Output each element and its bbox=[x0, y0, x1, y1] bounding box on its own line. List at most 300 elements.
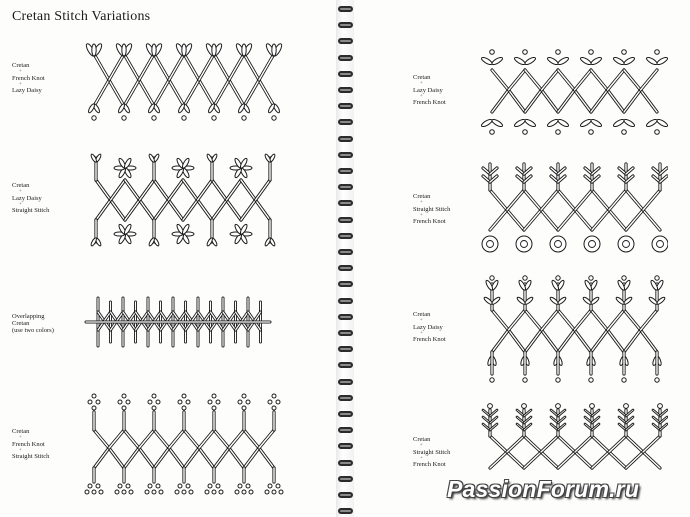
thread bbox=[184, 430, 199, 448]
french-knot bbox=[152, 394, 156, 398]
thread bbox=[542, 70, 559, 90]
thread bbox=[169, 448, 184, 468]
french-knot bbox=[156, 400, 160, 404]
lazy-daisy-petal bbox=[524, 56, 537, 66]
french-knot bbox=[488, 404, 493, 409]
thread bbox=[111, 180, 126, 200]
thread bbox=[259, 430, 274, 448]
french-knot bbox=[118, 400, 122, 404]
thread bbox=[124, 54, 139, 80]
french-knot bbox=[652, 236, 668, 252]
thread bbox=[244, 430, 259, 448]
sample-label-left-1: Cretan + French Knot + Lazy Daisy bbox=[12, 62, 45, 95]
thread bbox=[125, 180, 140, 200]
french-knot bbox=[212, 116, 216, 120]
french-knot bbox=[589, 276, 593, 280]
thread bbox=[199, 54, 214, 80]
lazy-daisy-petal bbox=[646, 56, 659, 66]
thread bbox=[575, 436, 592, 452]
spiral-coil bbox=[338, 298, 353, 304]
french-knot bbox=[590, 404, 595, 409]
spiral-coil bbox=[338, 249, 353, 255]
page-title: Cretan Stitch Variations bbox=[12, 9, 151, 24]
french-knot bbox=[216, 484, 220, 488]
thread bbox=[154, 448, 169, 468]
lazy-daisy-petal bbox=[557, 118, 570, 128]
french-knot bbox=[189, 490, 193, 494]
sample-label-right-4: Cretan + Straight Stitch + French Knot bbox=[413, 436, 451, 469]
thread bbox=[626, 190, 643, 210]
thread bbox=[492, 90, 509, 112]
stitch-illustration-right-1 bbox=[478, 40, 668, 144]
sample-label-right-3: Cretan + Lazy Daisy + French Knot bbox=[413, 311, 446, 344]
spiral-coil bbox=[338, 22, 353, 28]
french-knot bbox=[268, 400, 272, 404]
thread bbox=[96, 180, 111, 200]
lazy-daisy-petal bbox=[613, 118, 626, 128]
spiral-coil bbox=[338, 395, 353, 401]
spiral-coil bbox=[338, 265, 353, 271]
spiral-coil bbox=[338, 411, 353, 417]
thread bbox=[507, 452, 524, 468]
french-knot bbox=[92, 116, 96, 120]
watermark: PassionForum.ru bbox=[447, 476, 640, 502]
french-knot bbox=[272, 116, 276, 120]
thread bbox=[169, 200, 184, 220]
french-knot bbox=[624, 404, 629, 409]
french-knot bbox=[246, 484, 250, 488]
thread bbox=[184, 54, 199, 80]
french-knot bbox=[622, 50, 627, 55]
thread bbox=[227, 200, 242, 220]
thread bbox=[139, 80, 154, 106]
french-knot bbox=[92, 406, 96, 410]
french-knot bbox=[88, 484, 92, 488]
lazy-daisy-petal bbox=[92, 44, 96, 56]
french-knot bbox=[523, 130, 528, 135]
french-knot bbox=[242, 394, 246, 398]
thread bbox=[124, 448, 139, 468]
spiral-coil bbox=[338, 184, 353, 190]
thread bbox=[626, 210, 643, 230]
french-knot bbox=[178, 400, 182, 404]
lazy-daisy-petal bbox=[646, 118, 659, 128]
french-knot bbox=[182, 490, 186, 494]
lazy-daisy-petal bbox=[514, 56, 527, 66]
thread bbox=[592, 436, 609, 452]
thread bbox=[490, 210, 507, 230]
thread bbox=[125, 200, 140, 220]
french-knot bbox=[272, 406, 276, 410]
french-knot bbox=[655, 276, 659, 280]
thread bbox=[109, 448, 124, 468]
french-knot bbox=[212, 394, 216, 398]
lazy-daisy-petal bbox=[212, 44, 216, 56]
spiral-coil bbox=[338, 136, 353, 142]
thread bbox=[524, 210, 541, 230]
thread bbox=[558, 210, 575, 230]
thread bbox=[169, 80, 184, 106]
spiral-coil bbox=[338, 119, 353, 125]
french-knot bbox=[242, 406, 246, 410]
thread bbox=[542, 310, 559, 330]
lazy-daisy-petal bbox=[623, 56, 636, 66]
thread bbox=[558, 330, 575, 352]
thread bbox=[509, 90, 526, 112]
spiral-coil bbox=[338, 200, 353, 206]
thread bbox=[199, 80, 214, 106]
thread bbox=[541, 452, 558, 468]
french-knot bbox=[186, 400, 190, 404]
thread bbox=[199, 430, 214, 448]
thread bbox=[154, 180, 169, 200]
french-knot bbox=[622, 130, 627, 135]
french-knot bbox=[96, 484, 100, 488]
spiral-coil bbox=[338, 55, 353, 61]
thread bbox=[244, 80, 259, 106]
thread bbox=[609, 436, 626, 452]
spiral-coil bbox=[338, 314, 353, 320]
thread bbox=[608, 70, 625, 90]
french-knot bbox=[186, 484, 190, 488]
french-knot bbox=[156, 484, 160, 488]
thread bbox=[558, 310, 575, 330]
french-knot bbox=[92, 490, 96, 494]
french-knot bbox=[238, 400, 242, 404]
french-knot bbox=[208, 400, 212, 404]
thread bbox=[609, 190, 626, 210]
sample-label-right-1: Cretan + Lazy Daisy + French Knot bbox=[413, 74, 446, 107]
sample-label-left-3: Overlapping Cretan (use two colors) bbox=[12, 313, 54, 335]
spiral-coil bbox=[338, 330, 353, 336]
spiral-coil bbox=[338, 460, 353, 466]
thread bbox=[154, 80, 169, 106]
thread bbox=[624, 90, 641, 112]
french-knot bbox=[145, 490, 149, 494]
french-knot bbox=[182, 116, 186, 120]
thread bbox=[111, 200, 126, 220]
french-knot bbox=[159, 490, 163, 494]
thread bbox=[140, 200, 155, 220]
spiral-coil bbox=[338, 233, 353, 239]
thread bbox=[541, 210, 558, 230]
thread bbox=[541, 436, 558, 452]
thread bbox=[626, 436, 643, 452]
thread bbox=[183, 180, 198, 200]
french-knot bbox=[523, 276, 527, 280]
spiral-coil bbox=[338, 346, 353, 352]
french-knot bbox=[122, 116, 126, 120]
french-knot bbox=[658, 404, 663, 409]
lazy-daisy-petal bbox=[613, 56, 626, 66]
thread bbox=[542, 330, 559, 352]
thread bbox=[169, 430, 184, 448]
thread bbox=[609, 452, 626, 468]
spiral-coil bbox=[338, 476, 353, 482]
sample-label-right-2: Cretan + Straight Stitch + French Knot bbox=[413, 193, 451, 226]
french-knot bbox=[182, 394, 186, 398]
french-knot bbox=[152, 116, 156, 120]
spiral-coil bbox=[338, 87, 353, 93]
french-knot bbox=[490, 378, 494, 382]
thread bbox=[490, 436, 507, 452]
spiral-coil bbox=[338, 217, 353, 223]
thread bbox=[140, 180, 155, 200]
french-knot bbox=[99, 490, 103, 494]
french-knot bbox=[242, 490, 246, 494]
french-knot bbox=[88, 400, 92, 404]
thread bbox=[507, 190, 524, 210]
french-knot bbox=[272, 394, 276, 398]
lazy-daisy-petal bbox=[547, 118, 560, 128]
french-knot bbox=[219, 490, 223, 494]
stitch-illustration-left-2 bbox=[84, 150, 284, 250]
thread bbox=[109, 80, 124, 106]
spiral-coil bbox=[338, 281, 353, 287]
thread bbox=[525, 330, 542, 352]
thread bbox=[641, 90, 658, 112]
thread bbox=[643, 436, 660, 452]
thread bbox=[591, 330, 608, 352]
thread bbox=[575, 452, 592, 468]
thread bbox=[558, 436, 575, 452]
thread bbox=[184, 80, 199, 106]
thread bbox=[575, 310, 592, 330]
french-knot bbox=[152, 406, 156, 410]
thread bbox=[542, 90, 559, 112]
lazy-daisy-petal bbox=[491, 56, 504, 66]
sample-label-left-2: Cretan + Lazy Daisy + Straight Stitch bbox=[12, 182, 50, 215]
thread bbox=[558, 90, 575, 112]
thread bbox=[94, 430, 109, 448]
lazy-daisy-petal bbox=[481, 118, 494, 128]
thread bbox=[94, 448, 109, 468]
thread bbox=[96, 200, 111, 220]
thread bbox=[575, 190, 592, 210]
thread bbox=[525, 70, 542, 90]
french-knot bbox=[126, 400, 130, 404]
spiral-coil bbox=[338, 427, 353, 433]
french-knot bbox=[182, 406, 186, 410]
lazy-daisy-petal bbox=[590, 56, 603, 66]
thread bbox=[212, 180, 227, 200]
thread bbox=[154, 200, 169, 220]
french-knot bbox=[482, 236, 498, 252]
spiral-coil bbox=[338, 152, 353, 158]
thread bbox=[229, 80, 244, 106]
lazy-daisy-petal bbox=[242, 44, 246, 56]
spiral-coil bbox=[338, 38, 353, 44]
spiral-coil bbox=[338, 492, 353, 498]
thread bbox=[244, 54, 259, 80]
french-knot bbox=[655, 50, 660, 55]
french-knot bbox=[175, 490, 179, 494]
french-knot bbox=[276, 484, 280, 488]
thread bbox=[558, 190, 575, 210]
thread bbox=[229, 430, 244, 448]
thread bbox=[139, 54, 154, 80]
french-knot bbox=[618, 236, 634, 252]
french-knot bbox=[126, 484, 130, 488]
french-knot bbox=[556, 404, 561, 409]
thread bbox=[507, 436, 524, 452]
spiral-coil bbox=[338, 443, 353, 449]
lazy-daisy-petal bbox=[481, 56, 494, 66]
sample-label-left-4: Cretan + French Knot + Straight Stitch bbox=[12, 428, 50, 461]
thread bbox=[608, 310, 625, 330]
french-knot bbox=[129, 490, 133, 494]
thread bbox=[525, 90, 542, 112]
lazy-daisy-petal bbox=[656, 118, 668, 128]
thread bbox=[591, 90, 608, 112]
french-knot bbox=[208, 484, 212, 488]
french-knot bbox=[205, 490, 209, 494]
french-knot bbox=[589, 50, 594, 55]
french-knot bbox=[92, 394, 96, 398]
french-knot bbox=[249, 490, 253, 494]
lazy-daisy-petal bbox=[656, 56, 668, 66]
lazy-daisy-petal bbox=[122, 44, 126, 56]
thread bbox=[591, 70, 608, 90]
lazy-daisy-petal bbox=[580, 118, 593, 128]
french-knot bbox=[523, 50, 528, 55]
thread bbox=[641, 330, 658, 352]
lazy-daisy-petal bbox=[514, 118, 527, 128]
thread bbox=[241, 200, 256, 220]
thread bbox=[214, 448, 229, 468]
french-knot bbox=[522, 404, 527, 409]
thread bbox=[524, 190, 541, 210]
thread bbox=[199, 448, 214, 468]
lazy-daisy-petal bbox=[491, 118, 504, 128]
thread bbox=[212, 200, 227, 220]
thread bbox=[184, 448, 199, 468]
thread bbox=[198, 180, 213, 200]
spiral-coil bbox=[338, 508, 353, 514]
thread bbox=[624, 330, 641, 352]
thread bbox=[608, 90, 625, 112]
thread bbox=[169, 54, 184, 80]
spiral-coil bbox=[338, 379, 353, 385]
thread bbox=[592, 452, 609, 468]
french-knot bbox=[516, 236, 532, 252]
spiral-binding bbox=[336, 0, 354, 517]
french-knot bbox=[212, 406, 216, 410]
thread bbox=[183, 200, 198, 220]
thread bbox=[229, 54, 244, 80]
thread bbox=[643, 452, 660, 468]
stitch-illustration-left-4 bbox=[84, 390, 284, 502]
french-knot bbox=[655, 378, 659, 382]
french-knot bbox=[550, 236, 566, 252]
thread bbox=[154, 430, 169, 448]
thread bbox=[94, 80, 109, 106]
thread bbox=[229, 448, 244, 468]
thread bbox=[227, 180, 242, 200]
lazy-daisy-petal bbox=[590, 118, 603, 128]
french-knot bbox=[268, 484, 272, 488]
french-knot bbox=[490, 50, 495, 55]
thread bbox=[575, 330, 592, 352]
thread bbox=[259, 448, 274, 468]
thread bbox=[256, 200, 271, 220]
thread bbox=[575, 210, 592, 230]
french-knot bbox=[276, 400, 280, 404]
spiral-coil bbox=[338, 362, 353, 368]
thread bbox=[641, 70, 658, 90]
thread bbox=[641, 310, 658, 330]
french-knot bbox=[115, 490, 119, 494]
spiral-coil bbox=[338, 71, 353, 77]
thread bbox=[643, 190, 660, 210]
french-knot bbox=[279, 490, 283, 494]
lazy-daisy-petal bbox=[547, 56, 560, 66]
french-knot bbox=[622, 378, 626, 382]
lazy-daisy-petal bbox=[557, 56, 570, 66]
french-knot bbox=[148, 400, 152, 404]
thread bbox=[624, 310, 641, 330]
thread bbox=[541, 190, 558, 210]
thread bbox=[259, 54, 274, 80]
thread bbox=[624, 70, 641, 90]
french-knot bbox=[212, 490, 216, 494]
thread bbox=[94, 54, 109, 80]
stitch-illustration-left-3 bbox=[84, 292, 284, 354]
thread bbox=[643, 210, 660, 230]
thread bbox=[509, 70, 526, 90]
french-knot bbox=[490, 130, 495, 135]
thread bbox=[256, 180, 271, 200]
stitch-illustration-right-4 bbox=[478, 400, 668, 475]
french-knot bbox=[523, 378, 527, 382]
lazy-daisy-petal bbox=[580, 56, 593, 66]
french-knot bbox=[122, 406, 126, 410]
french-knot bbox=[622, 276, 626, 280]
french-knot bbox=[490, 276, 494, 280]
thread bbox=[525, 310, 542, 330]
thread bbox=[139, 448, 154, 468]
thread bbox=[558, 452, 575, 468]
lazy-daisy-petal bbox=[272, 44, 276, 56]
french-knot bbox=[584, 236, 600, 252]
french-knot bbox=[265, 490, 269, 494]
thread bbox=[139, 430, 154, 448]
french-knot bbox=[246, 400, 250, 404]
spiral-coil bbox=[338, 168, 353, 174]
french-knot bbox=[589, 130, 594, 135]
thread bbox=[524, 436, 541, 452]
french-knot bbox=[216, 400, 220, 404]
thread bbox=[626, 452, 643, 468]
french-knot bbox=[235, 490, 239, 494]
french-knot bbox=[122, 490, 126, 494]
thread bbox=[509, 330, 526, 352]
thread bbox=[169, 180, 184, 200]
french-knot bbox=[148, 484, 152, 488]
thread bbox=[509, 310, 526, 330]
french-knot bbox=[118, 484, 122, 488]
thread bbox=[507, 210, 524, 230]
thread bbox=[244, 448, 259, 468]
french-knot bbox=[178, 484, 182, 488]
thread bbox=[609, 210, 626, 230]
thread bbox=[259, 80, 274, 106]
thread bbox=[109, 430, 124, 448]
french-knot bbox=[122, 394, 126, 398]
stitch-illustration-right-2 bbox=[478, 160, 668, 264]
french-knot bbox=[152, 490, 156, 494]
stitch-illustration-right-3 bbox=[478, 270, 668, 390]
